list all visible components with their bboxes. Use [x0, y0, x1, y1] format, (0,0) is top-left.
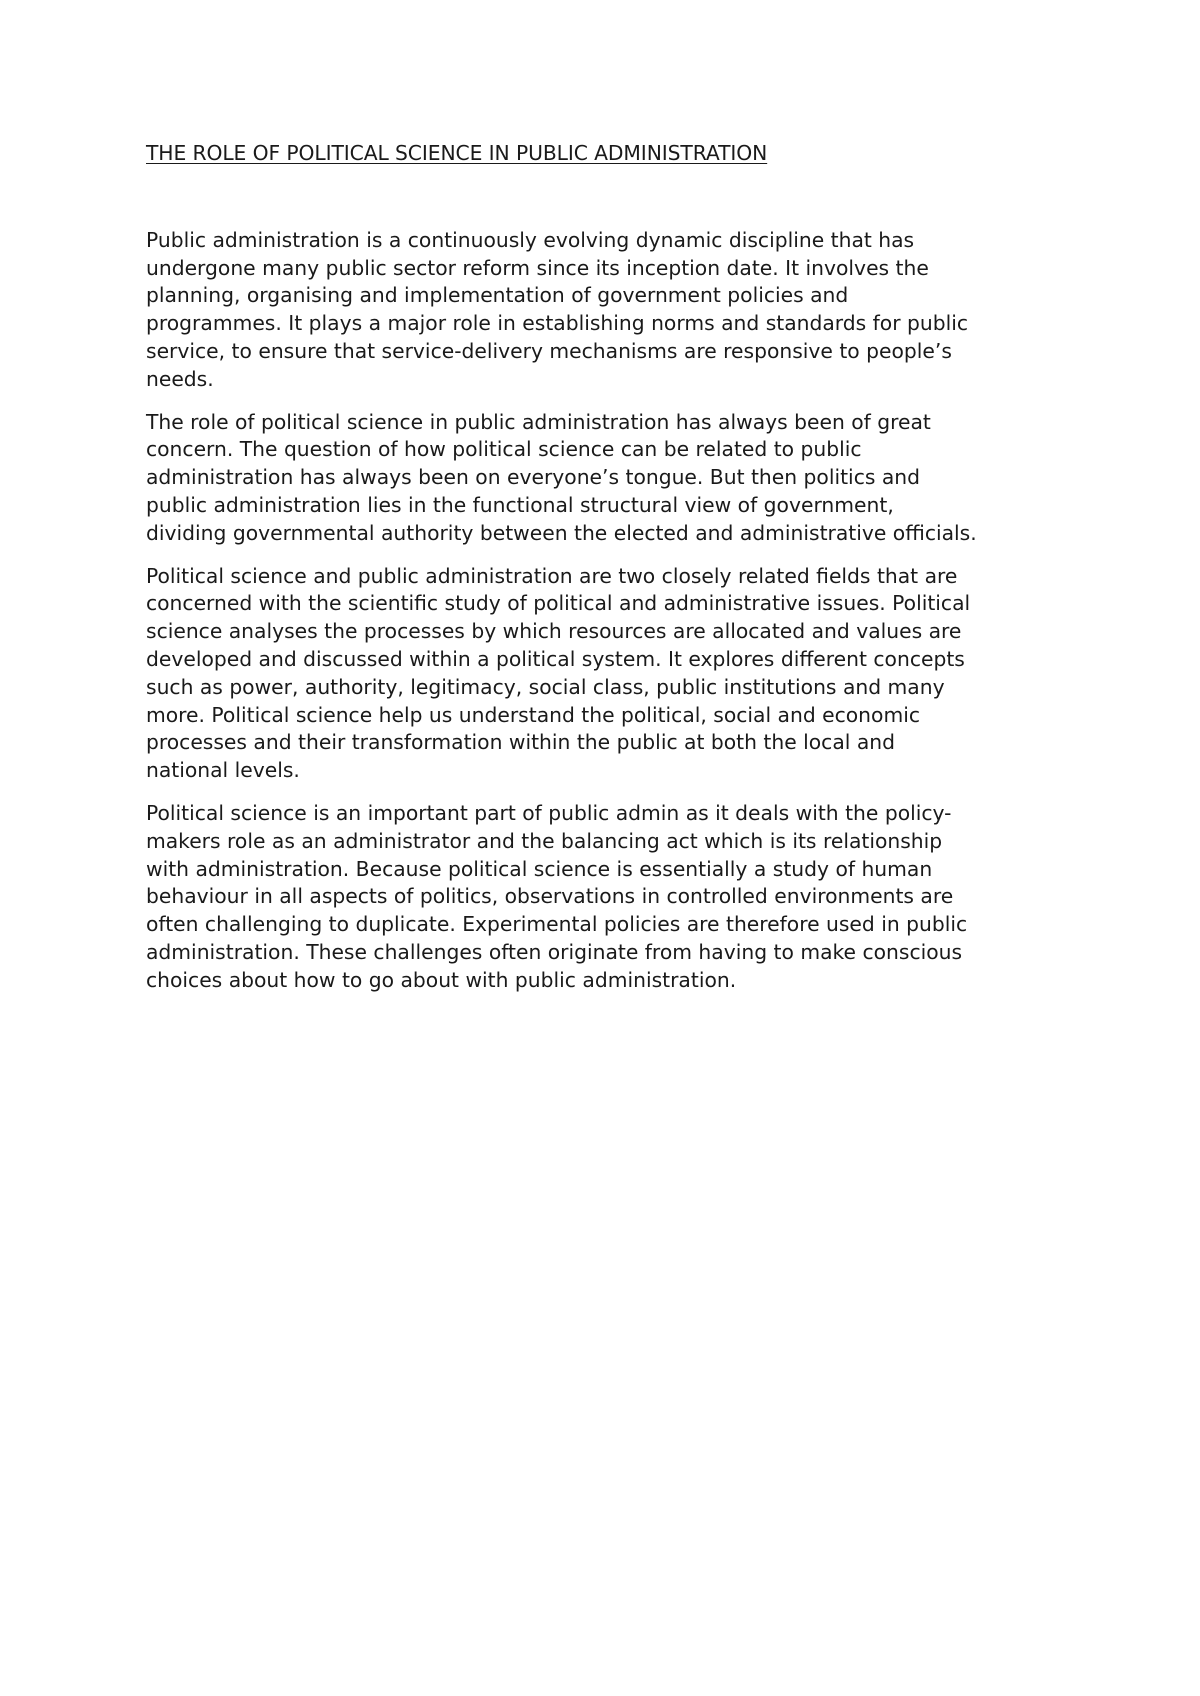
document-body [146, 140, 1074, 1010]
paragraph-line: Political science is an important part of public admin as it deals with the policy- [146, 800, 952, 825]
document-title: THE ROLE OF POLITICAL SCIENCE IN PUBLIC ADMINISTRATION [146, 141, 768, 165]
paragraph-4 [146, 800, 1074, 995]
paragraph-line: administration has always been on everyone’s tongue. But then politics and [146, 465, 921, 490]
paragraph-line: dividing governmental authority between the elected and administrative officials. [146, 520, 977, 545]
paragraph-line: with administration. Because political science is essentially a study of human [146, 856, 933, 881]
paragraph-line: Political science and public administration are two closely related fields that are [146, 563, 958, 588]
paragraph-line: behaviour in all aspects of politics, observations in controlled environments are [146, 884, 954, 909]
paragraph-line: often challenging to duplicate. Experimental policies are therefore used in public [146, 912, 968, 937]
paragraph-line: Public administration is a continuously evolving dynamic discipline that has [146, 227, 915, 252]
paragraph-line: makers role as an administrator and the balancing act which is its relationship [146, 828, 943, 853]
paragraph-line: The role of political science in public administration has always been of great [146, 409, 931, 434]
paragraph-line: planning, organising and implementation of government policies and [146, 283, 849, 308]
paragraph-line: service, to ensure that service-delivery mechanisms are responsive to people’s [146, 338, 952, 363]
paragraph-line: programmes. It plays a major role in establishing norms and standards for public [146, 311, 969, 336]
paragraph-line: science analyses the processes by which resources are allocated and values are [146, 619, 962, 644]
paragraph-line: concern. The question of how political science can be related to public [146, 437, 862, 462]
paragraph-2 [146, 409, 1074, 548]
paragraph-line: such as power, authority, legitimacy, social class, public institutions and many [146, 674, 945, 699]
paragraph-line: choices about how to go about with public administration. [146, 967, 737, 992]
paragraph-3 [146, 563, 1074, 785]
paragraph-line: public administration lies in the functional structural view of government, [146, 492, 894, 517]
paragraph-line: developed and discussed within a political system. It explores different concepts [146, 646, 965, 671]
paragraph-line: administration. These challenges often originate from having to make conscious [146, 939, 963, 964]
paragraph-line: undergone many public sector reform since its inception date. It involves the [146, 255, 929, 280]
paragraph-1 [146, 227, 1074, 394]
paragraph-line: national levels. [146, 758, 300, 783]
paragraph-line: needs. [146, 366, 214, 391]
paragraph-line: concerned with the scientific study of political and administrative issues. Political [146, 591, 971, 616]
paragraph-line: more. Political science help us understand the political, social and economic [146, 702, 920, 727]
paragraph-line: processes and their transformation within the public at both the local and [146, 730, 895, 755]
